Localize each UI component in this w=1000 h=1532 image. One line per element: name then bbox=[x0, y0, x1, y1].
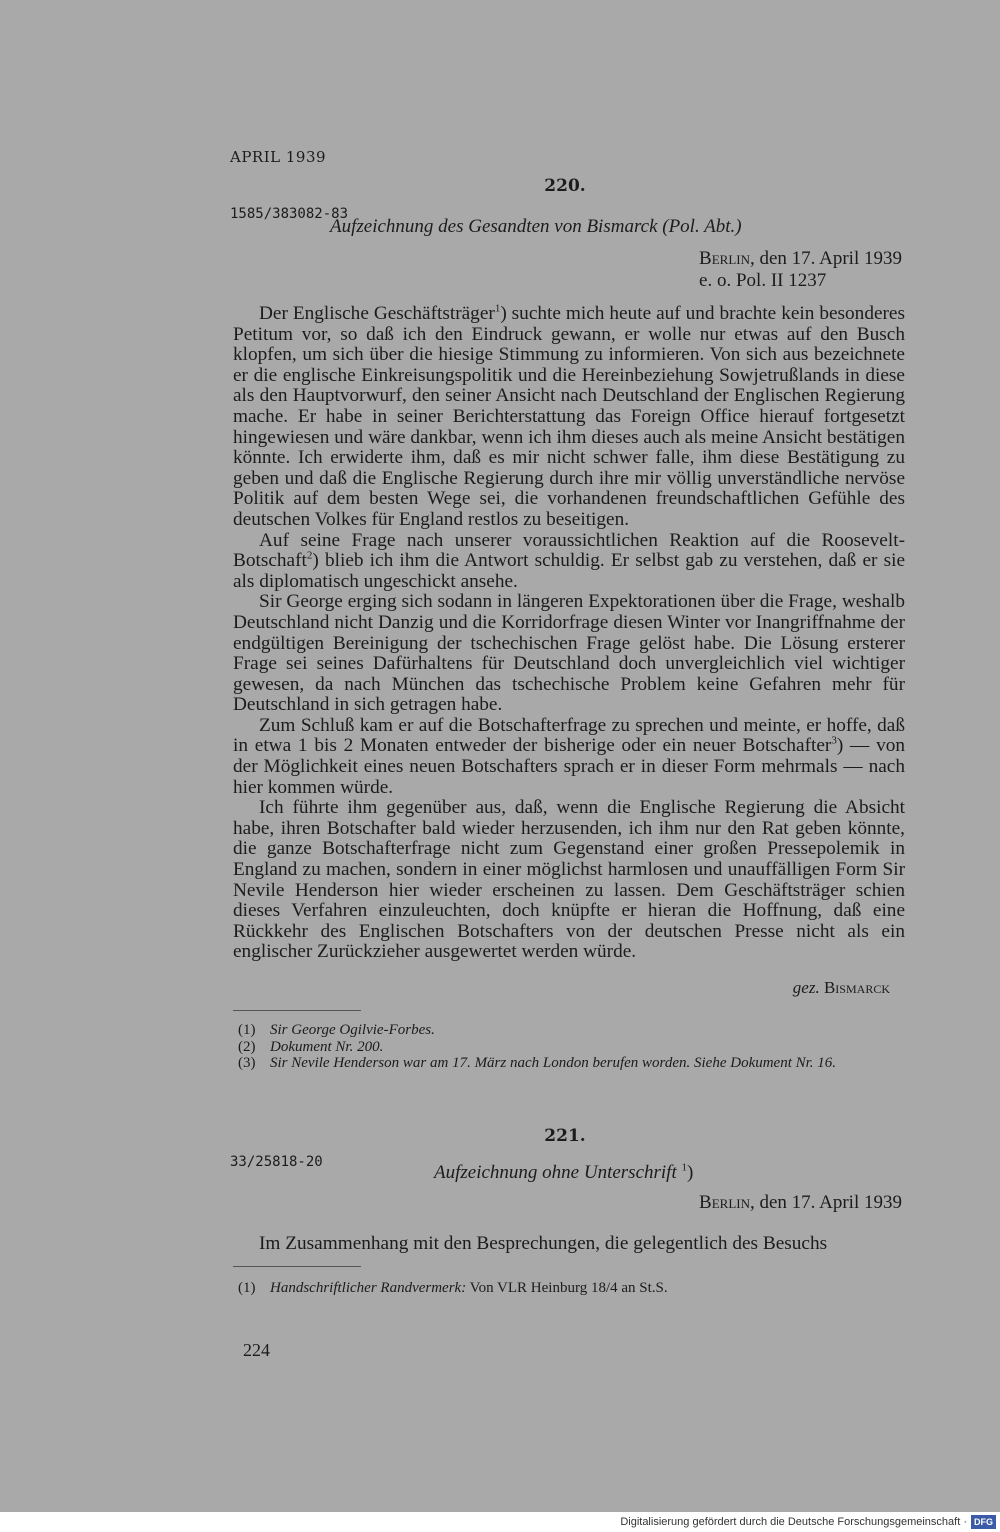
page-number: 224 bbox=[243, 1340, 270, 1360]
footnote-rule-221 bbox=[233, 1266, 361, 1267]
footnote: (3) Sir Nevile Henderson war am 17. März nach London berufen worden. Siehe Dokument Nr. 16. bbox=[238, 1055, 837, 1071]
banner-text: Digitalisierung gefördert durch die Deutsche Forschungsgemeinschaft · bbox=[620, 1516, 967, 1528]
paragraph: Im Zusammenhang mit den Besprechungen, die gelegentlich des Besuchs bbox=[259, 1233, 828, 1254]
paragraph: Auf seine Frage nach unserer voraussichtlichen Reaktion auf die Roosevelt-Botschaft$^2$) blieb ich ihm die Antwort schuldig. Er selbst gab zu verstehen, daß er sie als diplomatisch ungeschickt ansehe. bbox=[233, 529, 905, 592]
dfg-logo-icon: DFG bbox=[971, 1515, 996, 1529]
file-reference-220: 1585/383082-83 bbox=[230, 206, 349, 222]
dateline-221 bbox=[699, 1192, 902, 1214]
document-title-221: Aufzeichnung ohne Unterschrift $^1$) bbox=[434, 1161, 694, 1183]
footnote: (1) Sir George Ogilvie-Forbes. bbox=[238, 1022, 435, 1038]
date-221: , den 17. April 1939 bbox=[750, 1192, 902, 1213]
footnotes-221 bbox=[238, 1280, 910, 1297]
footnote-rule bbox=[233, 1010, 361, 1011]
place-221: Berlin bbox=[699, 1192, 750, 1213]
document-number-220: 220. bbox=[544, 176, 586, 196]
paragraph: Der Englische Geschäftsträger$^1$) suchte mich heute auf und brachte kein besonderes Petitum vor, so daß ich den Eindruck gewann, er wolle nur etwas auf den Busch klopfen, um sich über die hiesige Stimmung zu informieren. Von sich aus bezeichnete er die englische Einkreisungspolitik und die Hereinbeziehung Sowjetrußlands in diese als den Hauptvorwurf, den seiner Ansicht nach Deutschland der Englischen Regierung mache. Er habe in seiner Berichterstattung das Foreign Office hierauf fortgesetzt hingewiesen und wäre dankbar, wenn ich ihm dieses auch als meine Ansicht bestätigen könnte. Ich erwiderte ihm, daß es mir nicht schwer falle, ihm diese Bestätigung zu geben und daß die Englische Regierung durch ihre mir völlig unverständliche nervöse Politik auf dem besten Wege sei, die vorhandenen freundschaftlichen Gefühle des deutschen Volkes für England restlos zu beseitigen. bbox=[233, 302, 905, 530]
running-head: APRIL 1939 bbox=[230, 148, 327, 166]
document-number-221: 221. bbox=[544, 1126, 586, 1146]
paragraph: Zum Schluß kam er auf die Botschafterfrage zu sprechen und meinte, er hoffe, daß in etwa 1 bis 2 Monaten entweder der bisherige oder ein neuer Botschafter$^3$) — von der Möglichkeit eines neuen Botschafters sprach er in dieser Form mehrmals — nach hier kommen würde. bbox=[233, 714, 905, 798]
digitization-banner bbox=[0, 1512, 1000, 1532]
body-text-221 bbox=[233, 1234, 905, 1255]
place-220: Berlin bbox=[699, 248, 750, 269]
footnote: (1) Handschriftlicher Randvermerk: Von VLR Heinburg 18/4 an St.S. bbox=[238, 1280, 668, 1296]
dateline-220 bbox=[699, 248, 902, 292]
date-220: , den 17. April 1939 bbox=[750, 248, 902, 269]
footnote: (2) Dokument Nr. 200. bbox=[238, 1038, 384, 1055]
footnotes-220 bbox=[238, 1022, 910, 1072]
paragraph: Ich führte ihm gegenüber aus, daß, wenn die Englische Regierung die Absicht habe, ihren Botschafter bald wieder herzusenden, ich ihm nur den Rat geben könnte, die ganze Botschafterfrage nicht zum Gegenstand einer großen Pressepolemik in England zu machen, sondern in einer möglichst harmlosen und unauffälligen Form Sir Nevile Henderson hier wieder erscheinen zu lassen. Dem Geschäftsträger schien dieses Verfahren einzuleuchten, doch knüpfte er hieran die Hoffnung, daß eine Rückkehr des Englischen Botschafters von der deutschen Presse nicht als ein englischer Zurückzieher ausgewertet werden würde. bbox=[233, 797, 905, 963]
document-title-220: Aufzeichnung des Gesandten von Bismarck (Pol. Abt.) bbox=[330, 216, 742, 237]
signature: gez. Bismarck bbox=[792, 978, 890, 997]
paragraph: Sir George erging sich sodann in längeren Expektorationen über die Frage, weshalb Deutschland nicht Danzig und die Korridorfrage diesen Winter vor Inangriffnahme der endgültigen Bereinigung der tschechischen Frage gelöst habe. Die Lösung ersterer Frage sei seines Dafürhaltens für Deutschland doch unvergleichlich viel wichtiger gewesen, da nach München das tschechische Problem keine Gefahren mehr für Deutschland in sich getragen habe. bbox=[233, 591, 905, 716]
file-reference-221: 33/25818-20 bbox=[230, 1154, 323, 1170]
reference-220: e. o. Pol. II 1237 bbox=[699, 270, 827, 291]
body-text-220 bbox=[233, 304, 905, 963]
